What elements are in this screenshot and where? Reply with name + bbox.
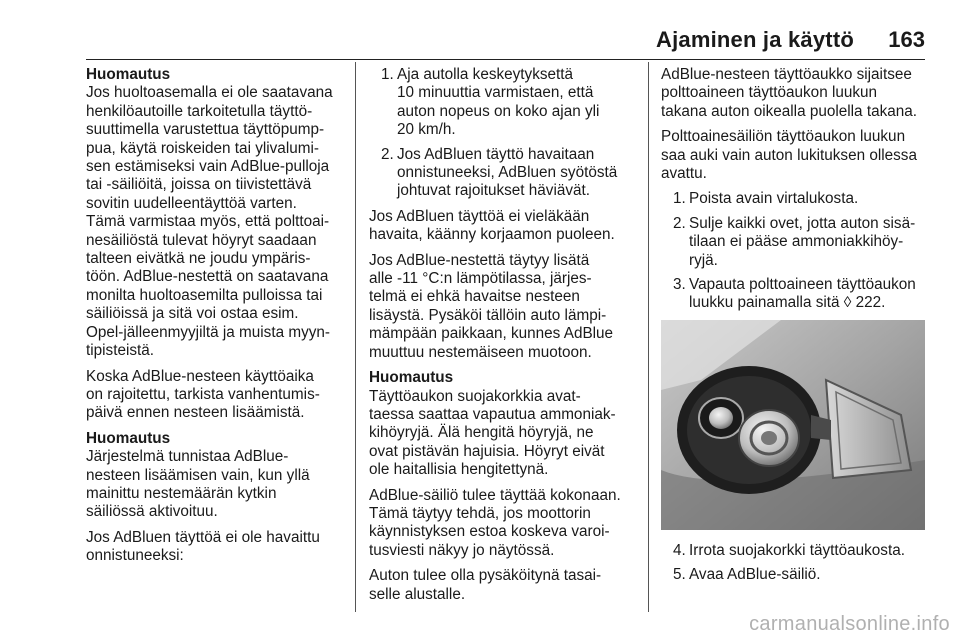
note-3	[369, 369, 635, 479]
chapter-title: Ajaminen ja käyttö	[656, 27, 854, 52]
column-3	[661, 66, 927, 592]
paragraph	[369, 567, 635, 604]
step-text: johtuvat rajoitukset häviävät.	[397, 182, 591, 200]
step-number: 2.	[381, 145, 394, 163]
text-line: Tämä varmistaa myös, että polttoai-	[86, 213, 330, 231]
step-text: Avaa AdBlue-säiliö.	[689, 566, 821, 584]
steps-list	[661, 190, 927, 312]
text-line: nesteen lisäämisen vain, kun yllä	[86, 466, 310, 484]
step-item	[661, 542, 927, 560]
paragraph	[661, 128, 927, 183]
step-item	[369, 66, 635, 140]
paragraph	[369, 252, 635, 362]
fuel-filler-photo	[661, 320, 925, 530]
note-2	[86, 430, 348, 522]
note-heading: Huomautus	[86, 66, 171, 83]
text-line: säiliössä aktivoituu.	[86, 503, 218, 521]
column-divider-1	[355, 62, 356, 612]
step-item	[369, 146, 635, 201]
text-line: Jos AdBluen täyttöä ei vieläkään	[369, 207, 590, 225]
step-number: 2.	[673, 214, 686, 232]
text-line: AdBlue-nesteen täyttöaukko sijaitsee	[661, 66, 912, 83]
step-text: 20 km/h.	[397, 121, 456, 139]
text-line: nesäiliöstä tulevat höyryt saadaan	[86, 231, 317, 249]
text-line: henkilöautoille tarkoitetulla täyttö-	[86, 102, 313, 120]
text-line: havaita, käänny korjaamon puoleen.	[369, 226, 615, 244]
step-text: Sulje kaikki ovet, jotta auton sisä-	[689, 214, 916, 232]
paragraph	[661, 66, 927, 121]
column-2	[369, 66, 635, 611]
note-body	[86, 84, 348, 360]
note-body	[369, 388, 635, 480]
page-number: 163	[888, 27, 925, 52]
step-item	[661, 276, 927, 313]
text-line: monilta huoltoasemilta pulloissa tai	[86, 286, 323, 304]
text-line: Tämä täytyy tehdä, jos moottorin	[369, 504, 591, 522]
paragraph	[369, 208, 635, 245]
text-line: AdBlue-säiliö tulee täyttää kokonaan.	[369, 486, 621, 504]
watermark: carmanualsonline.info	[749, 613, 950, 635]
text-line: on rajoitettu, tarkista vanhentumis-	[86, 385, 320, 403]
step-text: onnistuneeksi, AdBluen syötöstä	[397, 164, 618, 182]
column-divider-2	[648, 62, 649, 612]
paragraph	[86, 529, 348, 566]
step-text: 10 minuuttia varmistaen, että	[397, 84, 594, 102]
step-number: 1.	[381, 66, 394, 83]
text-line: Opel-jälleenmyyjiltä ja muista myyn-	[86, 323, 330, 341]
text-line: Koska AdBlue-nesteen käyttöaika	[86, 367, 314, 385]
text-line: Auton tulee olla pysäköitynä tasai-	[369, 567, 602, 585]
step-number: 4.	[673, 541, 686, 559]
step-text: Poista avain virtalukosta.	[689, 190, 859, 208]
step-text: ryjä.	[689, 251, 718, 269]
text-line: päivä ennen nesteen lisäämistä.	[86, 404, 305, 422]
step-number: 3.	[673, 276, 686, 294]
step-item	[661, 190, 927, 208]
paragraph	[86, 368, 348, 423]
text-line: kihöyryjä. Älä hengitä höyryjä, ne	[369, 424, 594, 442]
text-line: pua, käytä roiskeiden tai ylivalumi-	[86, 139, 319, 157]
text-line: tipisteistä.	[86, 342, 155, 360]
text-line: sen estämiseksi vain AdBlue-pulloja	[86, 158, 330, 176]
text-line: mämpään paikkaan, kunnes AdBlue	[369, 325, 614, 343]
text-line: talteen eivätkä ne joudu ympäris-	[86, 250, 311, 268]
step-number: 1.	[673, 190, 686, 208]
note-body	[86, 448, 348, 522]
text-line: töön. AdBlue-nestettä on saatavana	[86, 268, 329, 286]
note-heading: Huomautus	[86, 429, 171, 447]
step-text: luukku painamalla sitä ◊ 222.	[689, 294, 886, 312]
text-line: onnistuneeksi:	[86, 547, 184, 565]
step-item	[661, 566, 927, 584]
text-line: tai -säiliöitä, joissa on tiivistettävä	[86, 176, 312, 194]
text-line: selle alustalle.	[369, 585, 466, 603]
text-line: mainittu nestemäärän kytkin	[86, 484, 277, 502]
text-line: Polttoainesäiliön täyttöaukon luukun	[661, 128, 906, 146]
page-header	[0, 0, 960, 62]
steps-list	[369, 66, 635, 201]
step-text: tilaan ei pääse ammoniakkihöy-	[689, 233, 904, 251]
step-text: auton nopeus on koko ajan yli	[397, 102, 600, 120]
step-text: Jos AdBluen täyttö havaitaan	[397, 145, 595, 163]
header-rule	[86, 59, 925, 60]
paragraph	[369, 487, 635, 561]
text-line: Jos huoltoasemalla ei ole saatavana	[86, 84, 333, 102]
text-line: ole haitallisia hengitettynä.	[369, 461, 549, 479]
text-line: saa auki vain auton lukituksen ollessa	[661, 146, 917, 164]
text-line: takana auton oikealla puolella takana.	[661, 102, 917, 120]
text-line: polttoaineen täyttöaukon luukun	[661, 84, 878, 102]
step-text: Irrota suojakorkki täyttöaukosta.	[689, 541, 905, 559]
text-line: taessa saattaa vapautua ammoniak-	[369, 405, 616, 423]
text-line: ovat pistävän hajuisia. Höyryt eivät	[369, 442, 605, 460]
text-line: tusviesti näkyy jo näytössä.	[369, 541, 555, 559]
text-line: avattu.	[661, 165, 707, 183]
text-line: suuttimella varustettua täyttöpump-	[86, 121, 325, 139]
text-line: telmä ei ehkä havaitse nesteen	[369, 288, 580, 306]
step-text: Aja autolla keskeytyksettä	[397, 66, 574, 83]
text-line: sovitin uudelleentäyttöä varten.	[86, 194, 297, 212]
text-line: Jos AdBluen täyttöä ei ole havaittu	[86, 528, 320, 546]
column-1	[86, 66, 348, 573]
text-line: säiliöissä ja sitä voi ostaa esim.	[86, 305, 299, 323]
step-text: Vapauta polttoaineen täyttöaukon	[689, 276, 916, 294]
text-line: Järjestelmä tunnistaa AdBlue-	[86, 448, 289, 466]
text-line: Täyttöaukon suojakorkkia avat-	[369, 387, 581, 405]
text-line: alle -11 °C:n lämpötilassa, järjes-	[369, 270, 592, 288]
text-line: muuttuu nestemäiseen muotoon.	[369, 343, 592, 361]
note-1	[86, 66, 348, 361]
note-heading: Huomautus	[369, 369, 454, 387]
text-line: lisäystä. Pysäköi tällöin auto lämpi-	[369, 306, 607, 324]
steps-list	[661, 542, 927, 585]
text-line: Jos AdBlue-nestettä täytyy lisätä	[369, 251, 590, 269]
step-number: 5.	[673, 566, 686, 584]
text-line: käynnistyksen estoa koskeva varoi-	[369, 523, 610, 541]
step-item	[661, 215, 927, 270]
